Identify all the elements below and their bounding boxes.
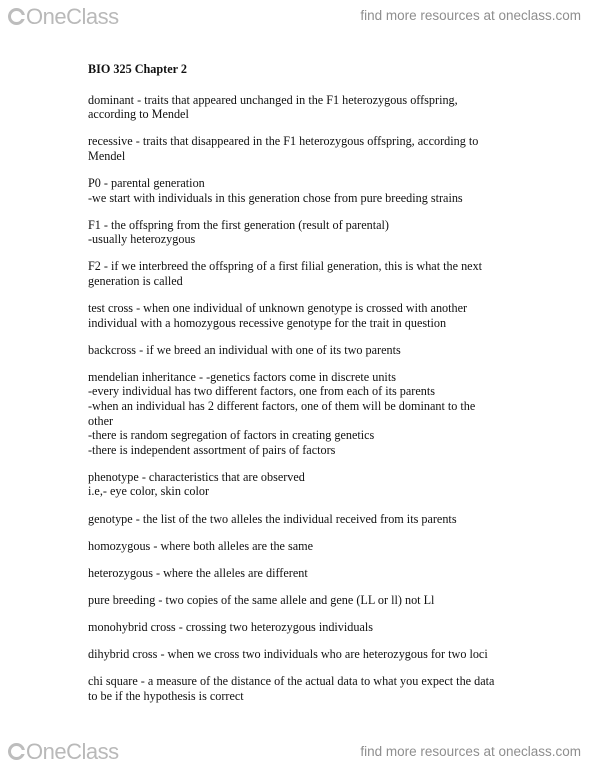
text-line: mendelian inheritance - -genetics factors come in discrete units [88,369,396,384]
text-line: -there is independent assortment of pairs of factors [88,442,336,457]
text-line: i.e,- eye color, skin color [88,484,210,499]
footer-tagline-link[interactable]: find more resources at oneclass.com [360,744,581,759]
paragraph-genotype [88,512,508,527]
text-line: chi square - a measure of the distance of the actual data to what you expect the data [88,674,495,689]
text-line: -every individual has two different factors, one from each of its parents [88,384,435,399]
text-line: dihybrid cross - when we cross two individuals who are heterozygous for two loci [88,647,488,662]
paragraph-heterozygous [88,566,508,581]
paragraph-backcross [88,343,508,358]
paragraph-homozygous [88,539,508,554]
page-header [0,0,595,34]
oneclass-logo[interactable] [8,741,119,763]
paragraph-dominant [88,93,508,122]
text-line: monohybrid cross - crossing two heterozygous individuals [88,619,374,634]
text-line: -when an individual has 2 different factors, one of them will be dominant to the [88,399,476,413]
document-title: BIO 325 Chapter 2 [88,62,187,76]
text-line: heterozygous - where the alleles are different [88,565,308,580]
logo-text: OneClass [26,739,119,764]
text-line: to be if the hypothesis is correct [88,688,244,703]
paragraph-f2 [88,259,508,288]
paragraph-dihybrid-cross [88,647,508,662]
oneclass-logo[interactable] [8,6,119,28]
paragraph-phenotype [88,470,508,499]
paragraph-test-cross [88,301,508,330]
text-line: recessive - traits that disappeared in the F1 heterozygous offspring, according to [88,134,479,149]
text-line: according to Mendel [88,107,189,122]
text-line: F1 - the offspring from the first generation (result of parental) [88,217,389,232]
paragraph-p0 [88,176,508,205]
text-line: test cross - when one individual of unknown genotype is crossed with another [88,301,468,316]
oneclass-logo-icon [8,743,25,760]
paragraph-f1 [88,218,508,247]
paragraph-recessive [88,134,508,163]
text-line: genotype - the list of the two alleles the individual received from its parents [88,511,457,526]
text-line: backcross - if we breed an individual with one of its two parents [88,342,401,357]
text-line: homozygous - where both alleles are the same [88,538,314,553]
paragraph-pure-breeding [88,593,508,608]
text-line: dominant - traits that appeared unchanged in the F1 heterozygous offspring, [88,92,458,107]
logo-text: OneClass [26,4,119,29]
text-line: -usually heterozygous [88,232,196,247]
text-line: P0 - parental generation [88,175,205,190]
text-line: generation is called [88,273,183,288]
paragraph-chi-square [88,674,508,703]
text-line: F2 - if we interbreed the offspring of a first filial generation, this is what the next [88,259,483,274]
text-line: phenotype - characteristics that are observed [88,469,305,484]
text-line: individual with a homozygous recessive genotype for the trait in question [88,315,447,330]
oneclass-logo-icon [8,8,25,25]
document-body [88,62,508,716]
text-line: pure breeding - two copies of the same allele and gene (LL or ll) not Ll [88,592,435,607]
header-tagline-link[interactable]: find more resources at oneclass.com [360,8,581,23]
paragraph-mendelian-inheritance [88,370,508,458]
page-footer [0,736,595,770]
paragraph-monohybrid-cross [88,620,508,635]
text-line: -there is random segregation of factors in creating genetics [88,428,375,443]
text-line: Mendel [88,148,126,163]
text-line: other [88,413,114,428]
text-line: -we start with individuals in this generation chose from pure breeding strains [88,190,463,205]
